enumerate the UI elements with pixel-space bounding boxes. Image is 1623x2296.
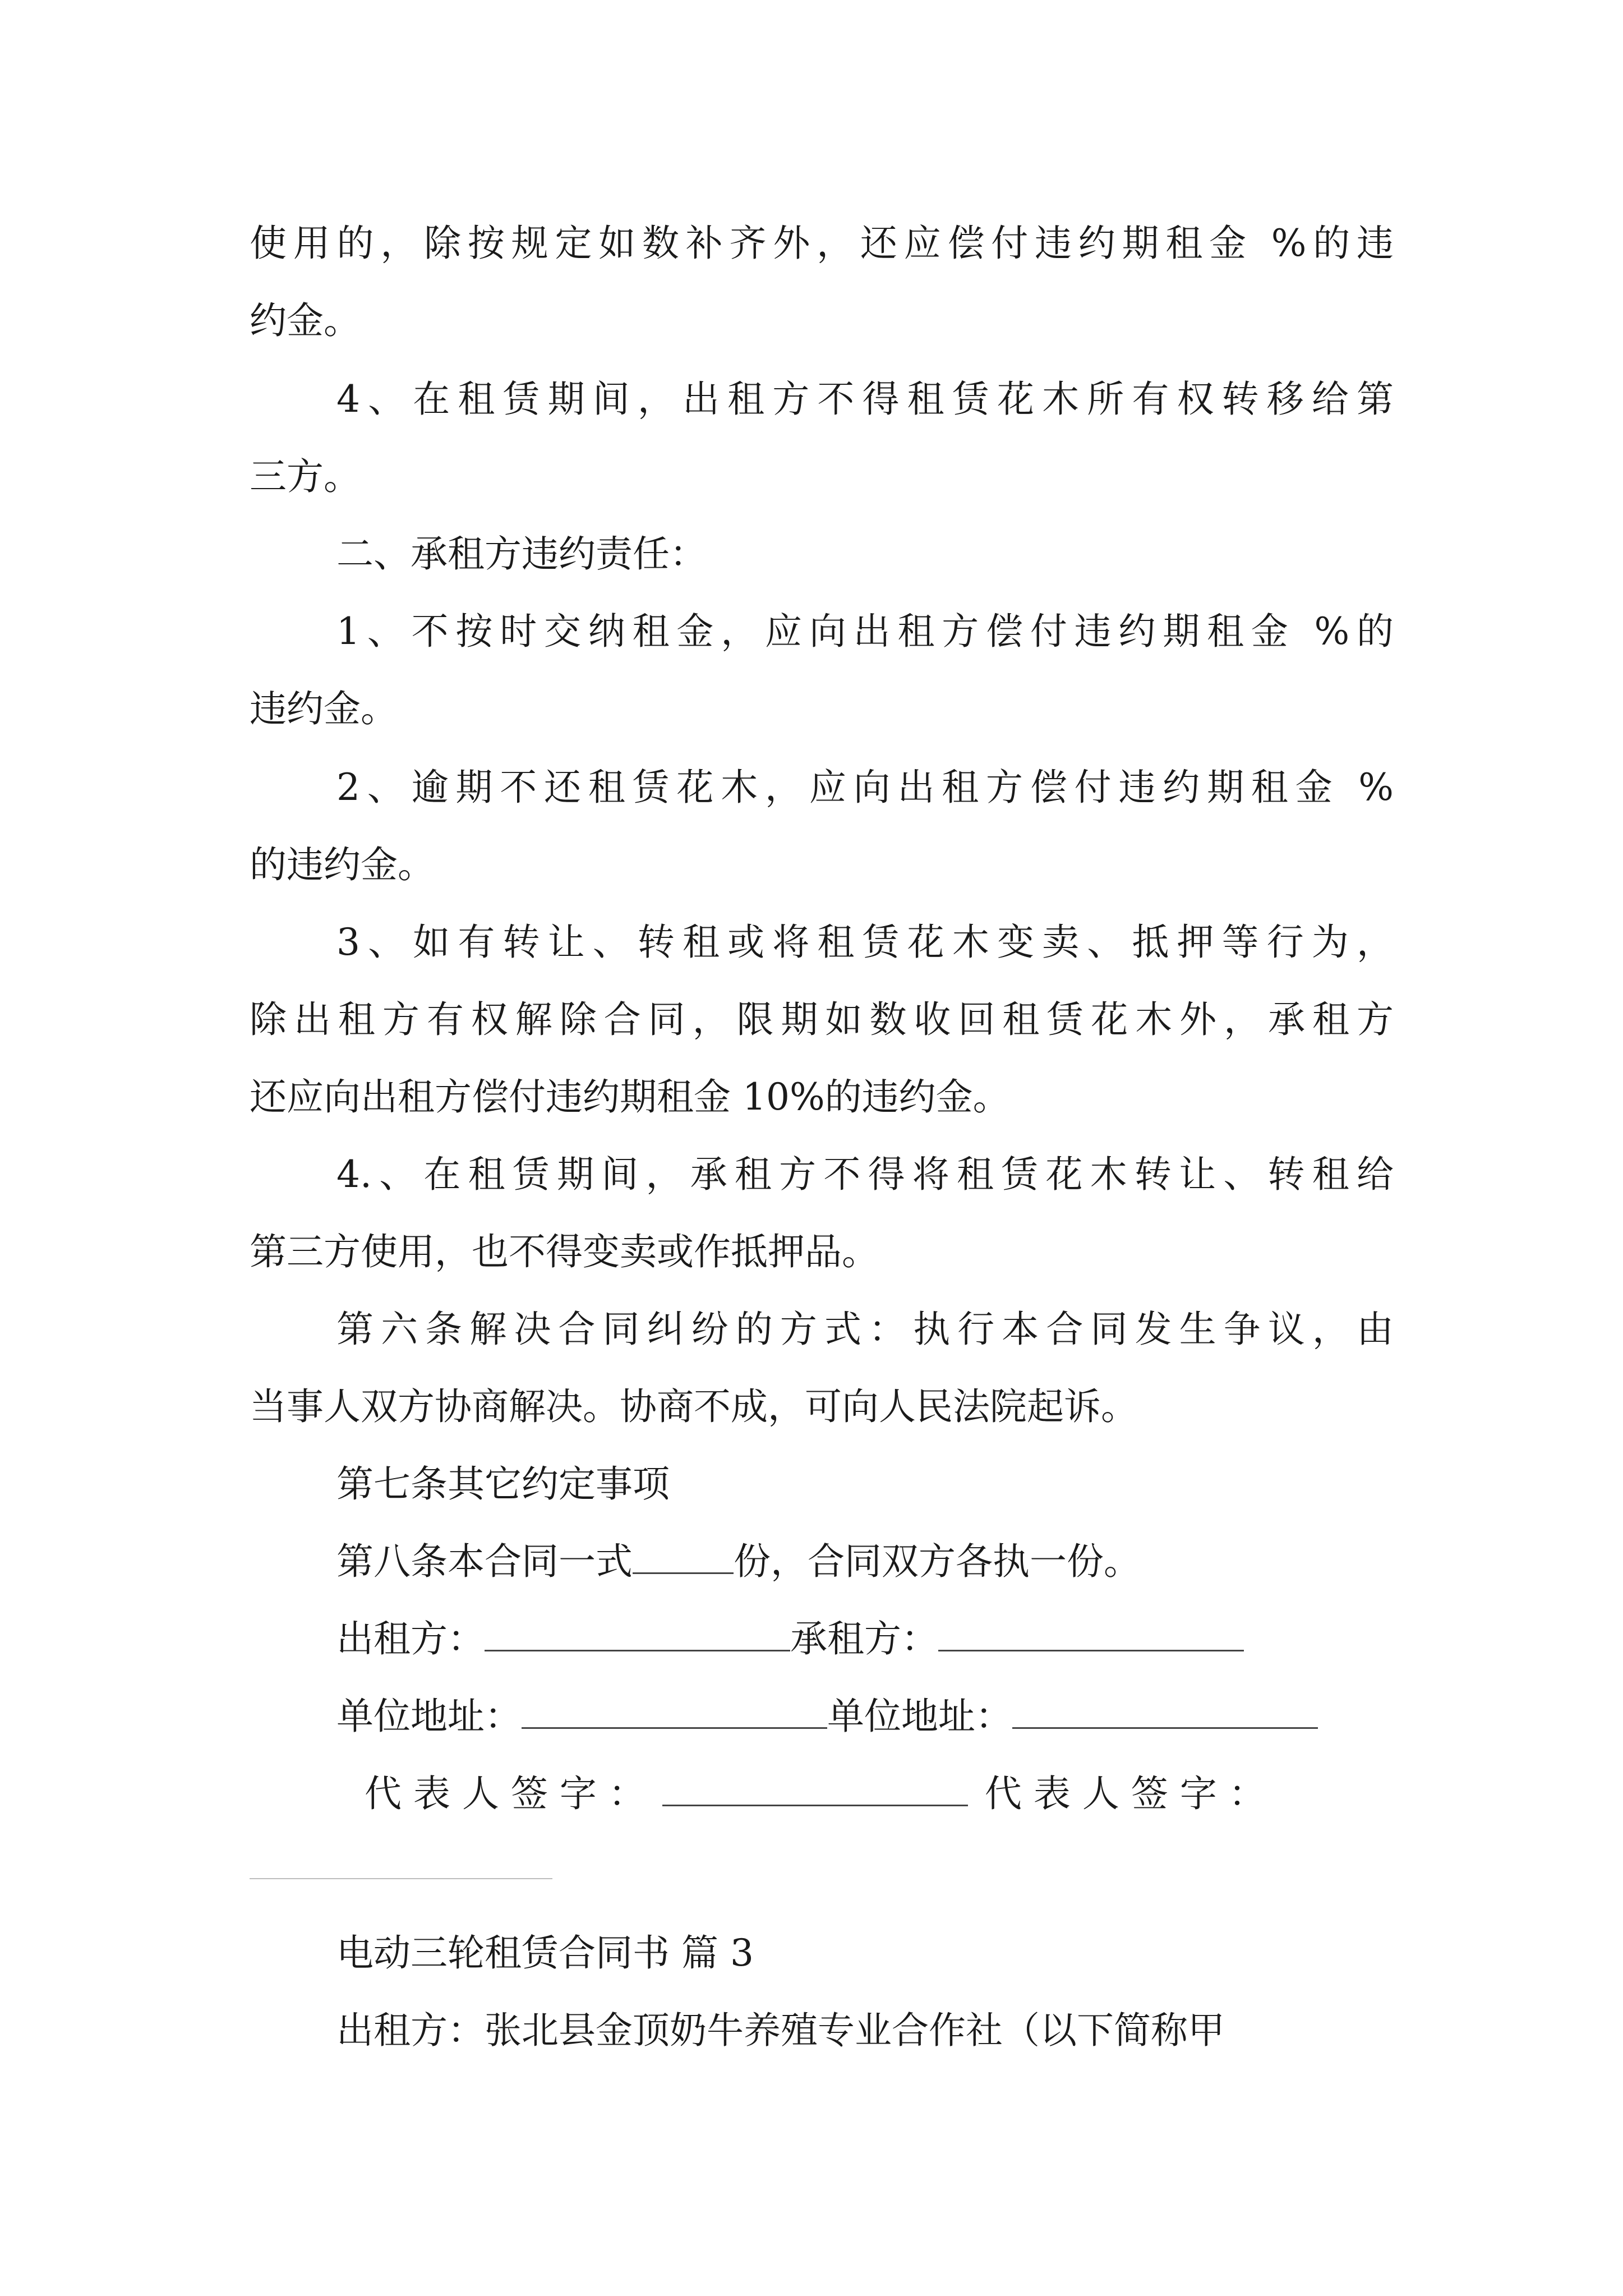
article-8-line: [336, 1535, 1394, 1589]
lessor-address-label: 单位地址：: [336, 1695, 522, 1738]
lessor-blank: [485, 1616, 790, 1651]
paragraph-line: 约金。: [250, 299, 361, 342]
paragraph-line: 4.、在租赁期间，承租方不得将租赁花木转让、转租给: [336, 1153, 1394, 1196]
next-section-title: 电动三轮租赁合同书 篇 3: [336, 1931, 754, 1975]
lessee-rep-label: 代 表 人 签 字 ：: [984, 1772, 1266, 1815]
copies-blank: [633, 1539, 734, 1574]
lessor-lessee-line: [336, 1612, 1394, 1666]
representative-signature-line: [365, 1767, 1394, 1821]
paragraph-line: 使用的，除按规定如数补齐外，还应偿付违约期租金 %的违: [250, 222, 1394, 265]
article-7-heading: 第七条其它约定事项: [336, 1462, 670, 1506]
lessee-address-blank: [1012, 1694, 1318, 1729]
lessor-label: 出租方：: [336, 1617, 485, 1660]
paragraph-line: 的违约金。: [250, 843, 435, 886]
paragraph-line: 当事人双方协商解决。协商不成，可向人民法院起诉。: [250, 1385, 1138, 1428]
paragraph-line: 还应向出租方偿付违约期租金 10%的违约金。: [250, 1075, 1010, 1119]
lessor-address-blank: [522, 1694, 827, 1729]
address-line: [336, 1690, 1394, 1743]
lessor-rep-blank: [662, 1771, 968, 1806]
paragraph-line: 第三方使用，也不得变卖或作抵押品。: [250, 1230, 879, 1273]
paragraph-line: 4、在租赁期间，出租方不得租赁花木所有权转移给第: [336, 378, 1394, 421]
lessee-blank: [938, 1616, 1244, 1651]
article-8-text-before: 第八条本合同一式: [336, 1540, 633, 1583]
paragraph-line: 1、不按时交纳租金，应向出租方偿付违约期租金 %的: [336, 610, 1394, 653]
paragraph-line: 除出租方有权解除合同，限期如数收回租赁花木外，承租方: [250, 998, 1394, 1041]
paragraph-line: 三方。: [250, 455, 361, 498]
lessee-label: 承租方：: [790, 1617, 938, 1660]
lessor-rep-label: 代 表 人 签 字 ：: [365, 1772, 645, 1815]
article-8-text-after: 份，合同双方各执一份。: [734, 1540, 1141, 1583]
footnote-divider: [250, 1878, 552, 1879]
section-heading: 二、承租方违约责任：: [336, 532, 707, 576]
paragraph-line: 第六条解决合同纠纷的方式：执行本合同发生争议，由: [336, 1308, 1394, 1351]
paragraph-line: 出租方：张北县金顶奶牛养殖专业合作社（以下简称甲: [336, 2009, 1225, 2052]
paragraph-line: 3、如有转让、转租或将租赁花木变卖、抵押等行为，: [336, 921, 1394, 964]
paragraph-line: 2、逾期不还租赁花木，应向出租方偿付违约期租金 %: [336, 766, 1394, 809]
lessee-address-label: 单位地址：: [827, 1695, 1012, 1738]
paragraph-line: 违约金。: [250, 687, 398, 730]
